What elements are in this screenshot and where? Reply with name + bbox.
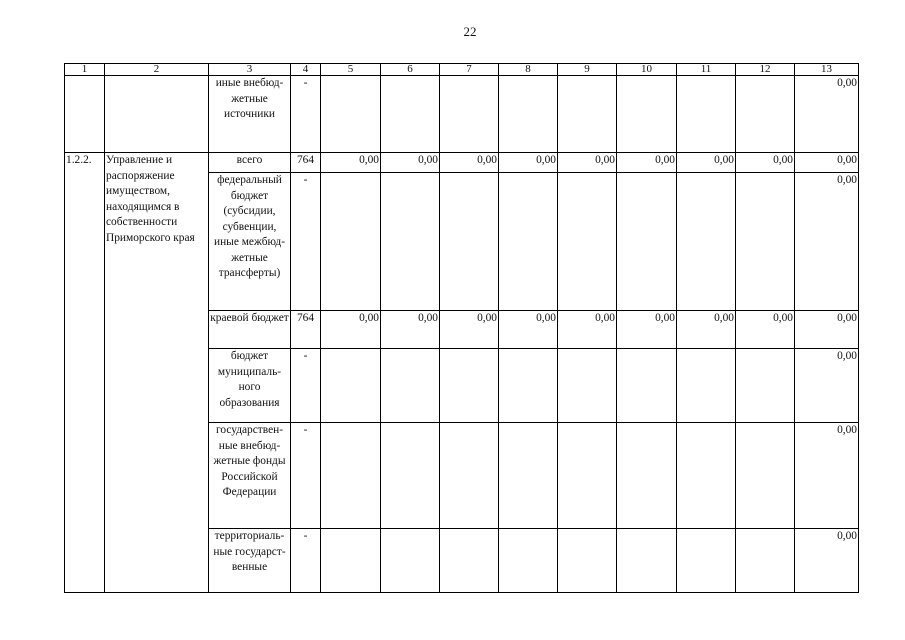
- empty-cell: [736, 423, 795, 529]
- value-cell: 0,00: [381, 153, 440, 173]
- empty-cell: [736, 529, 795, 593]
- dash-cell: -: [291, 423, 321, 529]
- item-name-cell: Управление и распоряжение имуществом, находящимся в собственности Приморского края: [105, 153, 209, 593]
- empty-cell: [499, 76, 558, 153]
- header-cell: 10: [617, 64, 677, 76]
- funding-source-cell: федеральный бюджет (субсидии, субвенции, иные межбюд-жетные трансферты): [209, 173, 291, 311]
- empty-cell: [558, 349, 617, 423]
- funding-source-cell: государствен-ные внебюд-жетные фонды Российской Федерации: [209, 423, 291, 529]
- empty-cell: [677, 423, 736, 529]
- empty-cell: [321, 349, 381, 423]
- total-value-cell: 0,00: [795, 76, 859, 153]
- header-cell: 1: [65, 64, 105, 76]
- empty-cell: [499, 423, 558, 529]
- empty-cell: [440, 529, 499, 593]
- empty-cell: [617, 173, 677, 311]
- value-cell: 0,00: [736, 153, 795, 173]
- dash-cell: -: [291, 76, 321, 153]
- empty-cell: [321, 173, 381, 311]
- code-cell: 764: [291, 311, 321, 349]
- header-cell: 5: [321, 64, 381, 76]
- value-cell: 0,00: [440, 311, 499, 349]
- table-row: [65, 76, 859, 153]
- empty-cell: [440, 349, 499, 423]
- empty-cell: [558, 173, 617, 311]
- header-cell: 8: [499, 64, 558, 76]
- table-row: [65, 153, 859, 173]
- page-number: 22: [463, 24, 477, 39]
- funding-source-cell: краевой бюджет: [209, 311, 291, 349]
- total-value-cell: 0,00: [795, 423, 859, 529]
- empty-cell: [105, 76, 209, 153]
- value-cell: 0,00: [558, 153, 617, 173]
- empty-cell: [381, 76, 440, 153]
- empty-cell: [65, 76, 105, 153]
- empty-cell: [677, 529, 736, 593]
- value-cell: 0,00: [321, 311, 381, 349]
- empty-cell: [617, 349, 677, 423]
- value-cell: 0,00: [499, 153, 558, 173]
- empty-cell: [617, 529, 677, 593]
- header-cell: 11: [677, 64, 736, 76]
- funding-source-cell: территориаль-ные государст-венные: [209, 529, 291, 593]
- value-cell: 0,00: [321, 153, 381, 173]
- empty-cell: [381, 529, 440, 593]
- empty-cell: [736, 76, 795, 153]
- empty-cell: [736, 349, 795, 423]
- value-cell: 0,00: [795, 153, 859, 173]
- empty-cell: [381, 423, 440, 529]
- value-cell: 0,00: [736, 311, 795, 349]
- header-cell: 2: [105, 64, 209, 76]
- header-cell: 4: [291, 64, 321, 76]
- empty-cell: [558, 76, 617, 153]
- value-cell: 0,00: [381, 311, 440, 349]
- empty-cell: [440, 76, 499, 153]
- value-cell: 0,00: [558, 311, 617, 349]
- header-cell: 3: [209, 64, 291, 76]
- empty-cell: [381, 349, 440, 423]
- empty-cell: [558, 423, 617, 529]
- empty-cell: [381, 173, 440, 311]
- empty-cell: [440, 423, 499, 529]
- empty-cell: [499, 173, 558, 311]
- empty-cell: [617, 423, 677, 529]
- header-cell: 13: [795, 64, 859, 76]
- value-cell: 0,00: [677, 153, 736, 173]
- empty-cell: [499, 529, 558, 593]
- code-cell: 764: [291, 153, 321, 173]
- item-number-cell: 1.2.2.: [65, 153, 105, 593]
- dash-cell: -: [291, 173, 321, 311]
- empty-cell: [321, 76, 381, 153]
- empty-cell: [677, 173, 736, 311]
- funding-source-cell: всего: [209, 153, 291, 173]
- header-cell: 9: [558, 64, 617, 76]
- dash-cell: -: [291, 529, 321, 593]
- value-cell: 0,00: [617, 311, 677, 349]
- value-cell: 0,00: [617, 153, 677, 173]
- empty-cell: [558, 529, 617, 593]
- empty-cell: [617, 76, 677, 153]
- empty-cell: [677, 349, 736, 423]
- total-value-cell: 0,00: [795, 349, 859, 423]
- empty-cell: [499, 349, 558, 423]
- value-cell: 0,00: [795, 311, 859, 349]
- table-header-row: [65, 64, 859, 76]
- funding-source-cell: бюджет муниципаль-ного образования: [209, 349, 291, 423]
- dash-cell: -: [291, 349, 321, 423]
- header-cell: 6: [381, 64, 440, 76]
- empty-cell: [677, 76, 736, 153]
- total-value-cell: 0,00: [795, 173, 859, 311]
- funding-source-cell: иные внебюд-жетные источники: [209, 76, 291, 153]
- budget-table: [64, 63, 859, 593]
- value-cell: 0,00: [499, 311, 558, 349]
- header-cell: 12: [736, 64, 795, 76]
- header-cell: 7: [440, 64, 499, 76]
- empty-cell: [321, 529, 381, 593]
- value-cell: 0,00: [440, 153, 499, 173]
- value-cell: 0,00: [677, 311, 736, 349]
- total-value-cell: 0,00: [795, 529, 859, 593]
- empty-cell: [440, 173, 499, 311]
- empty-cell: [321, 423, 381, 529]
- empty-cell: [736, 173, 795, 311]
